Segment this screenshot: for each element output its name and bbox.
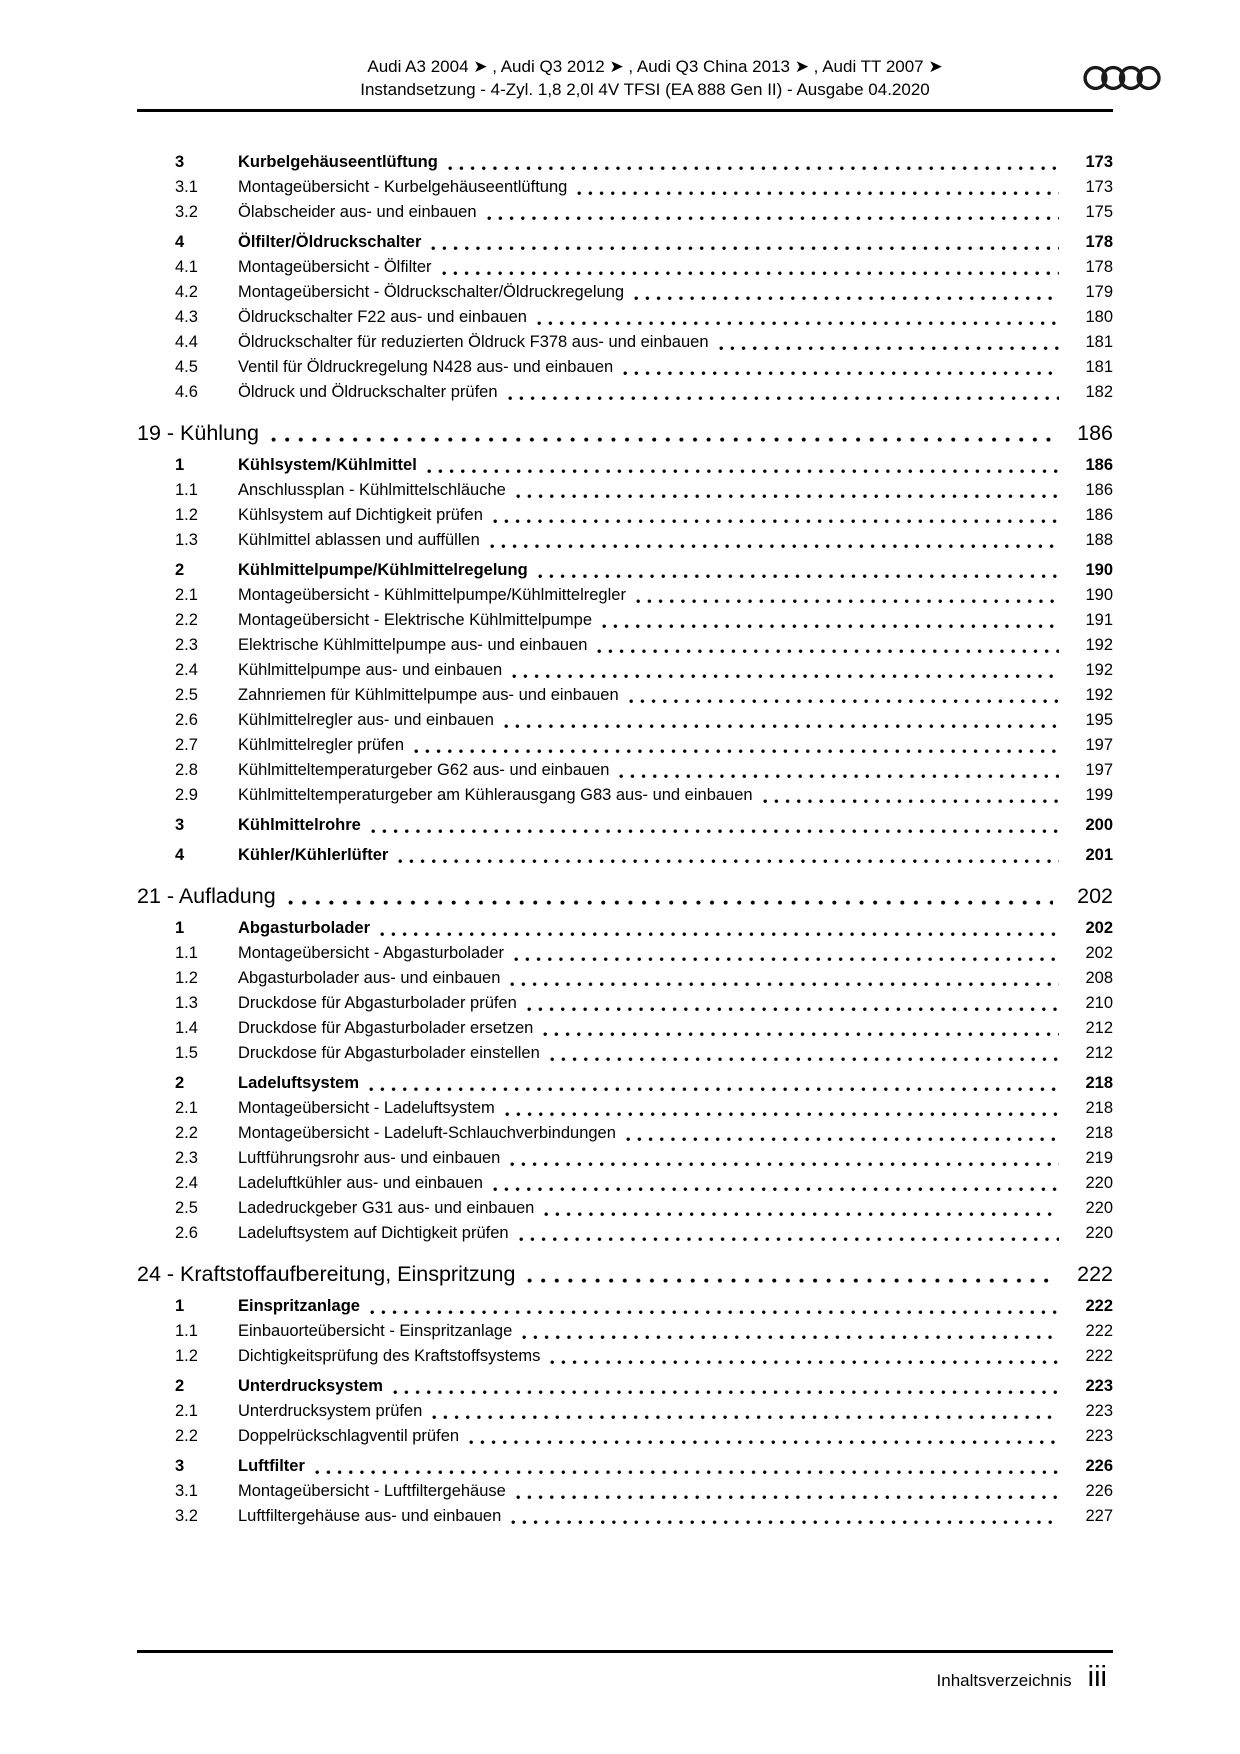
entry-page-number: 222 xyxy=(1085,1322,1113,1340)
toc-entry-row xyxy=(137,453,1113,478)
dot-leader xyxy=(626,1137,1059,1142)
entry-title: Ventil für Öldruckregelung N428 aus- und einbauen xyxy=(238,358,614,376)
dot-leader xyxy=(490,544,1059,549)
toc-entry-row xyxy=(137,200,1113,225)
entry-page-number: 190 xyxy=(1085,586,1113,604)
entry-title: Kühlmitteltemperaturgeber am Kühlerausgang G83 aus- und einbauen xyxy=(238,786,753,804)
dot-leader xyxy=(448,166,1059,171)
dot-leader xyxy=(493,519,1059,524)
entry-page-number: 182 xyxy=(1085,383,1113,401)
dot-leader xyxy=(597,649,1059,654)
entry-number: 2.6 xyxy=(175,1224,198,1242)
entry-title: Ölfilter/Öldruckschalter xyxy=(238,233,422,251)
toc-entry-row xyxy=(137,1454,1113,1479)
toc-entry-row xyxy=(137,503,1113,528)
toc-entry-row xyxy=(137,1146,1113,1171)
toc-entry-row xyxy=(137,1374,1113,1399)
page-header xyxy=(137,0,1113,112)
entry-number: 1.1 xyxy=(175,944,198,962)
entry-number: 2 xyxy=(175,1074,185,1092)
toc-entry-row xyxy=(137,1479,1113,1504)
toc-entry-row xyxy=(137,941,1113,966)
entry-title: Montageübersicht - Kühlmittelpumpe/Kühlmittelregler xyxy=(238,586,626,604)
entry-number: 1.1 xyxy=(175,481,198,499)
entry-page-number: 218 xyxy=(1085,1099,1113,1117)
chapter-page-number: 186 xyxy=(1077,421,1113,445)
entry-page-number: 173 xyxy=(1085,153,1113,171)
entry-page-number: 191 xyxy=(1085,611,1113,629)
entry-title: Ölabscheider aus- und einbauen xyxy=(238,203,477,221)
entry-page-number: 190 xyxy=(1085,561,1113,579)
toc-entry-row xyxy=(137,813,1113,838)
toc-entry-row xyxy=(137,1424,1113,1449)
toc-chapter-row xyxy=(137,1260,1113,1288)
entry-number: 1.5 xyxy=(175,1044,198,1062)
entry-title: Ladeluftsystem xyxy=(238,1074,360,1092)
toc-entry-row xyxy=(137,380,1113,405)
entry-number: 4 xyxy=(175,846,185,864)
entry-page-number: 220 xyxy=(1085,1174,1113,1192)
entry-page-number: 223 xyxy=(1085,1427,1113,1445)
toc-entry-row xyxy=(137,1196,1113,1221)
entry-title: Dichtigkeitsprüfung des Kraftstoffsystems xyxy=(238,1347,541,1365)
entry-page-number: 218 xyxy=(1085,1074,1113,1092)
dot-leader xyxy=(550,1057,1059,1062)
toc-entry-row xyxy=(137,478,1113,503)
chapter-page-number: 202 xyxy=(1077,884,1113,908)
footer-line xyxy=(137,1662,1113,1692)
entry-page-number: 200 xyxy=(1085,816,1113,834)
entry-title: Unterdrucksystem prüfen xyxy=(238,1402,423,1420)
entry-title: Luftfiltergehäuse aus- und einbauen xyxy=(238,1507,502,1525)
entry-page-number: 199 xyxy=(1085,786,1113,804)
toc-entry-row xyxy=(137,280,1113,305)
entry-number: 2.4 xyxy=(175,661,198,679)
entry-title: Kühlsystem auf Dichtigkeit prüfen xyxy=(238,506,483,524)
toc-entry-row xyxy=(137,608,1113,633)
toc-entry-row xyxy=(137,330,1113,355)
toc-entry-row xyxy=(137,175,1113,200)
toc-entry-row xyxy=(137,1399,1113,1424)
chapter-title: 24 - Kraftstoffaufbereitung, Einspritzung xyxy=(137,1262,516,1286)
entry-page-number: 186 xyxy=(1085,506,1113,524)
entry-title: Kühlmitteltemperaturgeber G62 aus- und einbauen xyxy=(238,761,610,779)
toc-entry-row xyxy=(137,1294,1113,1319)
entry-title: Montageübersicht - Abgasturbolader xyxy=(238,944,504,962)
entry-page-number: 197 xyxy=(1085,736,1113,754)
toc-entry-row xyxy=(137,528,1113,553)
toc-entry-row xyxy=(137,1504,1113,1529)
dot-leader xyxy=(493,1187,1059,1192)
dot-leader xyxy=(398,859,1059,864)
dot-leader xyxy=(469,1440,1059,1445)
toc-entry-row xyxy=(137,783,1113,808)
entry-title: Kühlmittelregler prüfen xyxy=(238,736,404,754)
entry-number: 4.6 xyxy=(175,383,198,401)
dot-leader xyxy=(634,296,1059,301)
entry-page-number: 192 xyxy=(1085,661,1113,679)
entry-number: 2.3 xyxy=(175,1149,198,1167)
dot-leader xyxy=(431,246,1059,251)
entry-page-number: 192 xyxy=(1085,636,1113,654)
dot-leader xyxy=(527,1007,1059,1012)
dot-leader xyxy=(543,1032,1059,1037)
entry-title: Ladeluftkühler aus- und einbauen xyxy=(238,1174,483,1192)
entry-page-number: 186 xyxy=(1085,456,1113,474)
entry-page-number: 223 xyxy=(1085,1377,1113,1395)
dot-leader xyxy=(550,1360,1059,1365)
entry-page-number: 208 xyxy=(1085,969,1113,987)
entry-title: Montageübersicht - Ladeluft-Schlauchverbindungen xyxy=(238,1124,616,1142)
entry-title: Ladedruckgeber G31 aus- und einbauen xyxy=(238,1199,535,1217)
dot-leader xyxy=(427,469,1059,474)
dot-leader xyxy=(510,1162,1059,1167)
entry-number: 1.1 xyxy=(175,1322,198,1340)
toc-entry-row xyxy=(137,1319,1113,1344)
dot-leader xyxy=(414,749,1059,754)
toc-chapter-row xyxy=(137,882,1113,910)
entry-number: 2.5 xyxy=(175,686,198,704)
page-content xyxy=(137,0,1113,1529)
entry-page-number: 186 xyxy=(1085,481,1113,499)
entry-page-number: 181 xyxy=(1085,358,1113,376)
dot-leader xyxy=(487,216,1059,221)
entry-number: 3 xyxy=(175,1457,185,1475)
dot-leader xyxy=(516,1495,1059,1500)
toc-entry-row xyxy=(137,758,1113,783)
entry-number: 4.1 xyxy=(175,258,198,276)
entry-number: 2.6 xyxy=(175,711,198,729)
entry-title: Kühlsystem/Kühlmittel xyxy=(238,456,417,474)
toc-entry-row xyxy=(137,683,1113,708)
toc-entry-row xyxy=(137,305,1113,330)
entry-number: 3 xyxy=(175,816,185,834)
dot-leader xyxy=(763,799,1059,804)
entry-title: Montageübersicht - Luftfiltergehäuse xyxy=(238,1482,506,1500)
footer-rule xyxy=(137,1650,1113,1653)
entry-number: 1 xyxy=(175,456,185,474)
toc-entry-row xyxy=(137,150,1113,175)
header-models-line: Audi A3 2004 ➤ , Audi Q3 2012 ➤ , Audi Q3 China 2013 ➤ , Audi TT 2007 ➤ xyxy=(367,57,943,76)
dot-leader xyxy=(511,1520,1059,1525)
dot-leader xyxy=(537,321,1059,326)
entry-number: 2.1 xyxy=(175,586,198,604)
entry-title: Montageübersicht - Ölfilter xyxy=(238,258,432,276)
entry-title: Anschlussplan - Kühlmittelschläuche xyxy=(238,481,506,499)
dot-leader xyxy=(380,932,1059,937)
entry-page-number: 227 xyxy=(1085,1507,1113,1525)
dot-leader xyxy=(432,1415,1059,1420)
toc-entry-row xyxy=(137,916,1113,941)
entry-title: Montageübersicht - Öldruckschalter/Öldruckregelung xyxy=(238,283,625,301)
entry-title: Öldruckschalter F22 aus- und einbauen xyxy=(238,308,527,326)
dot-leader xyxy=(577,191,1059,196)
dot-leader xyxy=(288,900,1053,906)
dot-leader xyxy=(629,699,1059,704)
toc-entry-row xyxy=(137,255,1113,280)
entry-page-number: 223 xyxy=(1085,1402,1113,1420)
footer-label: Inhaltsverzeichnis xyxy=(936,1671,1072,1690)
toc-entry-row xyxy=(137,1016,1113,1041)
entry-page-number: 175 xyxy=(1085,203,1113,221)
entry-number: 1.3 xyxy=(175,994,198,1012)
entry-title: Kühlmittelpumpe/Kühlmittelregelung xyxy=(238,561,528,579)
dot-leader xyxy=(369,1087,1059,1092)
toc-entry-row xyxy=(137,558,1113,583)
entry-title: Luftführungsrohr aus- und einbauen xyxy=(238,1149,501,1167)
dot-leader xyxy=(719,346,1060,351)
audi-rings-icon xyxy=(1083,62,1161,94)
dot-leader xyxy=(544,1212,1059,1217)
dot-leader xyxy=(505,1112,1059,1117)
toc-entry-row xyxy=(137,1171,1113,1196)
entry-title: Kühlmittelregler aus- und einbauen xyxy=(238,711,494,729)
toc-entry-row xyxy=(137,843,1113,868)
entry-page-number: 226 xyxy=(1085,1482,1113,1500)
chapter-page-number: 222 xyxy=(1077,1262,1113,1286)
entry-page-number: 226 xyxy=(1085,1457,1113,1475)
entry-page-number: 222 xyxy=(1085,1347,1113,1365)
entry-number: 2.5 xyxy=(175,1199,198,1217)
entry-title: Kurbelgehäuseentlüftung xyxy=(238,153,438,171)
entry-number: 1.2 xyxy=(175,1347,198,1365)
dot-leader xyxy=(516,494,1059,499)
dot-leader xyxy=(271,437,1053,443)
dot-leader xyxy=(623,371,1059,376)
toc-entry-row xyxy=(137,1221,1113,1246)
entry-page-number: 173 xyxy=(1085,178,1113,196)
entry-number: 1.4 xyxy=(175,1019,198,1037)
entry-number: 1.2 xyxy=(175,506,198,524)
entry-title: Druckdose für Abgasturbolader einstellen xyxy=(238,1044,540,1062)
toc-entry-row xyxy=(137,1121,1113,1146)
entry-title: Druckdose für Abgasturbolader prüfen xyxy=(238,994,517,1012)
entry-title: Doppelrückschlagventil prüfen xyxy=(238,1427,460,1445)
dot-leader xyxy=(619,774,1059,779)
entry-title: Kühlmittelrohre xyxy=(238,816,361,834)
entry-page-number: 181 xyxy=(1085,333,1113,351)
entry-title: Abgasturbolader aus- und einbauen xyxy=(238,969,501,987)
entry-page-number: 220 xyxy=(1085,1224,1113,1242)
dot-leader xyxy=(522,1335,1059,1340)
entry-page-number: 195 xyxy=(1085,711,1113,729)
entry-title: Zahnriemen für Kühlmittelpumpe aus- und einbauen xyxy=(238,686,619,704)
toc-entry-row xyxy=(137,633,1113,658)
toc-entry-row xyxy=(137,991,1113,1016)
entry-number: 3.2 xyxy=(175,1507,198,1525)
entry-title: Unterdrucksystem xyxy=(238,1377,383,1395)
toc-entry-row xyxy=(137,1096,1113,1121)
entry-number: 2.4 xyxy=(175,1174,198,1192)
page-footer xyxy=(137,1650,1113,1692)
entry-title: Einbauorteübersicht - Einspritzanlage xyxy=(238,1322,513,1340)
dot-leader xyxy=(371,829,1059,834)
entry-title: Druckdose für Abgasturbolader ersetzen xyxy=(238,1019,534,1037)
dot-leader xyxy=(519,1237,1059,1242)
entry-number: 3.1 xyxy=(175,178,198,196)
dot-leader xyxy=(508,396,1059,401)
dot-leader xyxy=(512,674,1059,679)
toc-entry-row xyxy=(137,1344,1113,1369)
toc-entry-row xyxy=(137,355,1113,380)
entry-title: Kühlmittel ablassen und auffüllen xyxy=(238,531,480,549)
entry-number: 2.9 xyxy=(175,786,198,804)
entry-number: 2.8 xyxy=(175,761,198,779)
entry-number: 2.2 xyxy=(175,1124,198,1142)
entry-title: Luftfilter xyxy=(238,1457,305,1475)
dot-leader xyxy=(315,1470,1059,1475)
entry-number: 2 xyxy=(175,1377,185,1395)
entry-number: 4.2 xyxy=(175,283,198,301)
entry-number: 1.2 xyxy=(175,969,198,987)
entry-page-number: 202 xyxy=(1085,944,1113,962)
entry-number: 1 xyxy=(175,1297,185,1315)
entry-title: Einspritzanlage xyxy=(238,1297,360,1315)
toc-entry-row xyxy=(137,733,1113,758)
footer-page-number: iii xyxy=(1087,1661,1107,1693)
header-rule xyxy=(137,109,1113,112)
toc-entry-row xyxy=(137,1071,1113,1096)
entry-number: 2.2 xyxy=(175,1427,198,1445)
chapter-title: 21 - Aufladung xyxy=(137,884,276,908)
entry-page-number: 180 xyxy=(1085,308,1113,326)
header-subtitle: Instandsetzung - 4-Zyl. 1,8 2,0l 4V TFSI (EA 888 Gen II) - Ausgabe 04.2020 xyxy=(360,80,930,99)
entry-title: Montageübersicht - Kurbelgehäuseentlüftung xyxy=(238,178,568,196)
entry-number: 4.4 xyxy=(175,333,198,351)
toc-entry-row xyxy=(137,966,1113,991)
entry-page-number: 212 xyxy=(1085,1019,1113,1037)
entry-number: 4.3 xyxy=(175,308,198,326)
entry-page-number: 220 xyxy=(1085,1199,1113,1217)
dot-leader xyxy=(393,1390,1059,1395)
entry-page-number: 178 xyxy=(1085,258,1113,276)
entry-number: 2 xyxy=(175,561,185,579)
entry-title: Montageübersicht - Elektrische Kühlmittelpumpe xyxy=(238,611,593,629)
entry-title: Montageübersicht - Ladeluftsystem xyxy=(238,1099,495,1117)
toc-entry-row xyxy=(137,583,1113,608)
entry-number: 3 xyxy=(175,153,185,171)
entry-title: Elektrische Kühlmittelpumpe aus- und einbauen xyxy=(238,636,588,654)
dot-leader xyxy=(602,624,1059,629)
entry-number: 2.2 xyxy=(175,611,198,629)
entry-number: 2.1 xyxy=(175,1402,198,1420)
dot-leader xyxy=(510,982,1059,987)
entry-number: 3.2 xyxy=(175,203,198,221)
entry-page-number: 178 xyxy=(1085,233,1113,251)
toc xyxy=(137,112,1113,1529)
dot-leader xyxy=(370,1310,1059,1315)
dot-leader xyxy=(514,957,1059,962)
entry-page-number: 218 xyxy=(1085,1124,1113,1142)
entry-number: 2.1 xyxy=(175,1099,198,1117)
entry-number: 1.3 xyxy=(175,531,198,549)
entry-title: Ladeluftsystem auf Dichtigkeit prüfen xyxy=(238,1224,509,1242)
entry-title: Öldruckschalter für reduzierten Öldruck F378 aus- und einbauen xyxy=(238,333,709,351)
toc-entry-row xyxy=(137,1041,1113,1066)
entry-page-number: 201 xyxy=(1085,846,1113,864)
entry-title: Kühlmittelpumpe aus- und einbauen xyxy=(238,661,503,679)
entry-number: 4.5 xyxy=(175,358,198,376)
toc-entry-row xyxy=(137,230,1113,255)
entry-page-number: 222 xyxy=(1085,1297,1113,1315)
dot-leader xyxy=(538,574,1059,579)
entry-page-number: 210 xyxy=(1085,994,1113,1012)
entry-number: 1 xyxy=(175,919,185,937)
entry-title: Öldruck und Öldruckschalter prüfen xyxy=(238,383,498,401)
entry-title: Abgasturbolader xyxy=(238,919,371,937)
dot-leader xyxy=(636,599,1059,604)
chapter-title: 19 - Kühlung xyxy=(137,421,259,445)
entry-number: 4 xyxy=(175,233,185,251)
entry-page-number: 197 xyxy=(1085,761,1113,779)
entry-page-number: 202 xyxy=(1085,919,1113,937)
entry-number: 3.1 xyxy=(175,1482,198,1500)
toc-entry-row xyxy=(137,708,1113,733)
dot-leader xyxy=(527,1278,1053,1284)
entry-page-number: 212 xyxy=(1085,1044,1113,1062)
entry-number: 2.7 xyxy=(175,736,198,754)
entry-page-number: 179 xyxy=(1085,283,1113,301)
entry-number: 2.3 xyxy=(175,636,198,654)
entry-title: Kühler/Kühlerlüfter xyxy=(238,846,389,864)
toc-chapter-row xyxy=(137,419,1113,447)
dot-leader xyxy=(442,271,1060,276)
toc-entry-row xyxy=(137,658,1113,683)
dot-leader xyxy=(504,724,1059,729)
entry-page-number: 219 xyxy=(1085,1149,1113,1167)
entry-page-number: 192 xyxy=(1085,686,1113,704)
entry-page-number: 188 xyxy=(1085,531,1113,549)
